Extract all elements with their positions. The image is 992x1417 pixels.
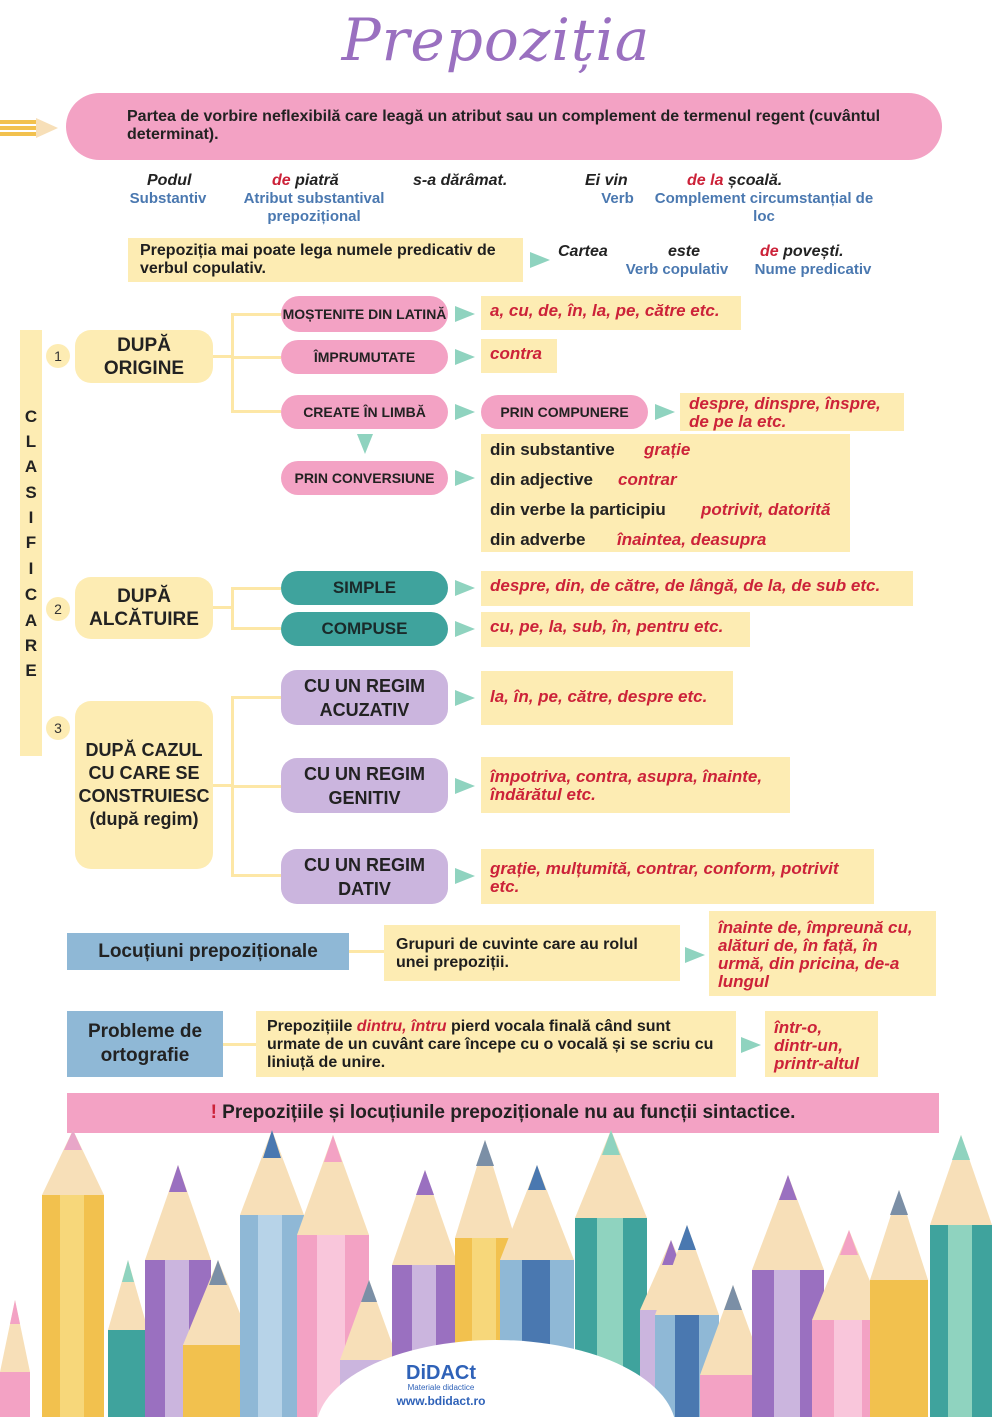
example3-word3: povești.	[783, 243, 844, 260]
example2-label1: Verb	[601, 190, 634, 207]
structure-simple: SIMPLE	[281, 571, 448, 605]
conversion-list	[481, 434, 850, 552]
arrow-down-icon	[357, 434, 373, 454]
warning-message: Prepozițiile și locuțiunile prepoziționale nu au funcții sintactice.	[222, 1102, 796, 1123]
arrow-icon	[455, 306, 475, 322]
origin-borrowed: ÎMPRUMUTATE	[281, 340, 448, 374]
connector	[223, 1043, 256, 1046]
case-category: DUPĂ CAZUL CU CARE SE CONSTRUIESC (după regim)	[75, 701, 213, 869]
arrow-icon	[455, 470, 475, 486]
origin-conversion: PRIN CONVERSIUNE	[281, 461, 448, 495]
example2-word2: școală.	[727, 172, 783, 189]
example1-word1: Podul	[147, 172, 192, 189]
spelling-label: Probleme de ortografie	[67, 1011, 223, 1077]
connector	[231, 587, 281, 590]
example3-label2: Verb copulativ	[625, 261, 729, 278]
example3-word2: este	[668, 243, 701, 260]
publisher-url: www.bdidact.ro	[396, 1394, 486, 1408]
connector	[231, 696, 281, 699]
classification-letter: I	[28, 508, 34, 527]
copulative-note: Prepoziția mai poate lega numele predicativ de verbul copulativ.	[128, 238, 523, 282]
example1-label2: Atribut substantival prepozițional	[243, 190, 385, 225]
classification-letter: E	[25, 661, 37, 680]
locutions-examples: înainte de, împreună cu, alături de, în față, în urmă, din pricina, de-a lungul	[709, 911, 936, 996]
origin-latin: MOȘTENITE DIN LATINĂ	[281, 296, 448, 332]
example3-phrase	[760, 243, 844, 261]
exclamation-icon: !	[210, 1102, 217, 1123]
connector	[231, 356, 281, 359]
classification-letter: L	[25, 432, 37, 451]
locutions-description: Grupuri de cuvinte care au rolul unei prepoziții.	[384, 925, 680, 981]
example1-prep: de	[272, 172, 291, 189]
connector	[231, 313, 281, 316]
warning-text	[67, 1102, 939, 1124]
classification-letter: C	[24, 407, 38, 426]
example3-label3: Nume predicativ	[754, 261, 872, 278]
case-accusative-examples: la, în, pe, către, despre etc.	[481, 671, 733, 725]
example2-label2: Complement circumstanțial de loc	[654, 190, 874, 225]
pencil-icon	[42, 1130, 104, 1417]
connector	[213, 355, 233, 358]
connector	[349, 950, 384, 953]
origin-borrowed-examples: contra	[481, 339, 557, 373]
spelling-prepositions: dintru, întru	[356, 1018, 447, 1035]
example1-phrase	[272, 172, 339, 190]
conversion-source: din verbe la participiu	[490, 500, 666, 519]
arrow-icon	[530, 252, 550, 268]
conversion-example: contrar	[618, 470, 677, 489]
connector	[231, 874, 281, 877]
connector	[231, 410, 281, 413]
spelling-description	[256, 1011, 736, 1077]
example2-phrase	[687, 172, 782, 190]
arrow-icon	[455, 778, 475, 794]
origin-category: DUPĂ ORIGINE	[75, 330, 213, 383]
page-title: Prepoziția	[341, 6, 651, 74]
arrow-icon	[455, 868, 475, 884]
structure-simple-examples: despre, din, de către, de lângă, de la, de sub etc.	[481, 571, 913, 606]
arrow-icon	[685, 947, 705, 963]
connector	[231, 627, 281, 630]
example2-prep: de la	[687, 172, 724, 189]
pencil-icon	[870, 1190, 928, 1417]
connector	[213, 784, 233, 787]
locutions-label: Locuțiuni prepoziționale	[67, 933, 349, 970]
pencil-icon	[108, 1260, 148, 1417]
conversion-example: grație	[644, 440, 691, 459]
classification-letter: A	[24, 457, 38, 476]
arrow-icon	[455, 404, 475, 420]
classification-letter: A	[24, 611, 38, 630]
arrow-icon	[655, 404, 675, 420]
definition-text: Partea de vorbire neflexibilă care leagă un atribut sau un complement de termenul regent (cuvântul determinat).	[127, 108, 881, 143]
section-number: 1	[46, 344, 70, 368]
case-accusative: CU UN REGIM ACUZATIV	[281, 670, 448, 725]
pencil-icon	[0, 1300, 30, 1417]
example3-prep: de	[760, 243, 779, 260]
connector	[231, 313, 234, 413]
arrow-icon	[455, 580, 475, 596]
arrow-icon	[741, 1037, 761, 1053]
spelling-text-start: Prepozițiile	[267, 1018, 357, 1035]
case-genitive: CU UN REGIM GENITIV	[281, 758, 448, 813]
arrow-icon	[455, 690, 475, 706]
classification-letter: C	[24, 585, 38, 604]
conversion-example: înaintea, deasupra	[617, 530, 767, 549]
publisher-name: DiDACt	[406, 1362, 476, 1384]
origin-latin-examples: a, cu, de, în, la, pe, către etc.	[481, 296, 741, 330]
structure-category: DUPĂ ALCĂTUIRE	[75, 577, 213, 639]
pencil-icon	[240, 1130, 304, 1417]
arrow-icon	[455, 349, 475, 365]
pencils-illustration	[0, 1130, 992, 1417]
connector	[213, 606, 233, 609]
origin-compound: PRIN COMPUNERE	[481, 395, 648, 429]
spelling-text-end: pierd vocala finală când sunt urmate de un cuvânt care începe cu o vocală și se scriu cu liniuță de unire.	[267, 1018, 714, 1071]
case-genitive-examples: împotriva, contra, asupra, înainte, îndărătul etc.	[481, 757, 790, 813]
classification-letter: R	[24, 636, 38, 655]
structure-compound-examples: cu, pe, la, sub, în, pentru etc.	[481, 612, 750, 647]
section-number: 2	[46, 597, 70, 621]
pencil-icon	[930, 1135, 992, 1417]
origin-compound-examples: despre, dinspre, înspre, de pe la etc.	[680, 393, 904, 431]
example1-word2: piatră	[295, 172, 339, 189]
conversion-example: potrivit, datorită	[701, 500, 831, 519]
classification-letter: I	[28, 559, 34, 578]
connector	[231, 587, 234, 629]
case-dative-examples: grație, mulțumită, contrar, conform, potrivit etc.	[481, 849, 874, 904]
publisher-logo	[386, 1363, 496, 1409]
classification-letter: S	[25, 483, 37, 502]
example1-label1: Substantiv	[129, 190, 207, 207]
conversion-source: din adverbe	[490, 530, 586, 549]
example2-word1: Ei vin	[585, 172, 628, 189]
pencil-icon	[0, 117, 60, 139]
spelling-examples: într-o, dintr-un, printr-altul	[765, 1011, 878, 1077]
origin-created: CREATE ÎN LIMBĂ	[281, 395, 448, 429]
arrow-icon	[455, 621, 475, 637]
conversion-source: din substantive	[490, 440, 615, 459]
example3-word1: Cartea	[558, 243, 608, 260]
section-number: 3	[46, 716, 70, 740]
publisher-tagline: Materiale didactice	[407, 1383, 475, 1392]
conversion-source: din adjective	[490, 470, 593, 489]
classification-letter: F	[25, 533, 37, 552]
connector	[231, 785, 281, 788]
example1-word3: s-a dărâmat.	[413, 172, 508, 189]
structure-compound: COMPUSE	[281, 612, 448, 646]
case-dative: CU UN REGIM DATIV	[281, 849, 448, 904]
